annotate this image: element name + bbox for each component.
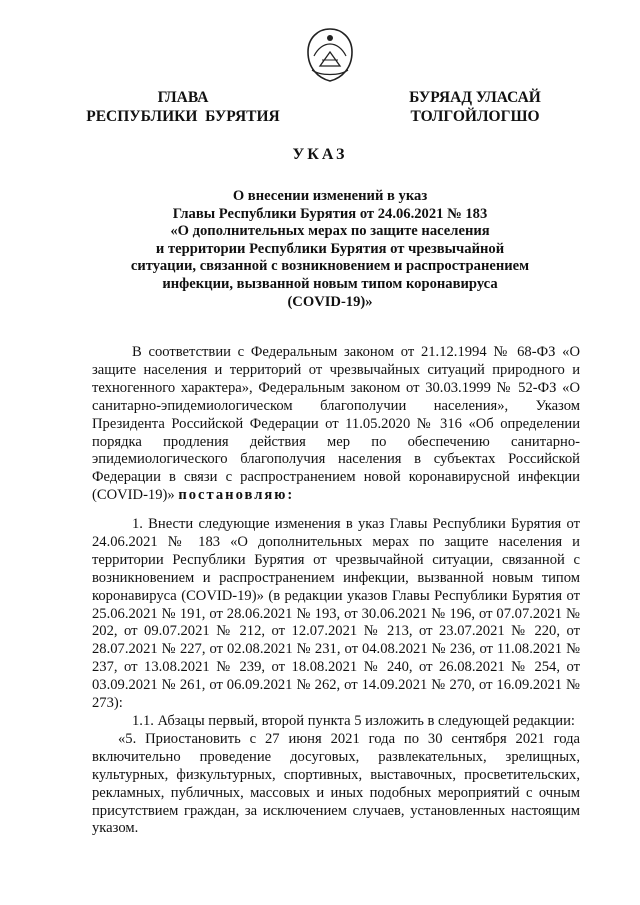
header-right — [390, 88, 560, 126]
preamble-paragraph — [92, 344, 580, 505]
coat-of-arms-emblem — [300, 26, 360, 84]
subject-line: «О дополнительных мерах по защите населения — [170, 223, 490, 240]
header-right-line2: ТОЛГОЙЛОГШО — [410, 108, 540, 125]
item-1-paragraph: 1. Внести следующие изменения в указ Главы Республики Бурятия от 24.06.2021 № 183 «О дополнительных мерах по защите населения и территории Республики Бурятия от чрезвычайной ситуации, связанной с возникновением и распространением инфекции, вызванной новым типом коронавируса (COVID-19)» (в редакции указов Главы Республики Бурятия от 25.06.2021 № 191, от 28.06.2021 № 193, от 30.06.2021 № 196, от 07.07.2021 № 202, от 09.07.2021 № 212, от 12.07.2021 № 213, от 23.07.2021 № 220, от 28.07.2021 № 227, от 02.08.2021 № 231, от 04.08.2021 № 236, от 11.08.2021 № 237, от 13.08.2021 № 239, от 18.08.2021 № 240, от 26.08.2021 № 254, от 03.09.2021 № 261, от 06.09.2021 № 262, от 14.09.2021 № 270, от 16.09.2021 № 273): — [92, 516, 580, 712]
header-left — [78, 88, 288, 126]
subject-line: инфекции, вызванной новым типом коронавируса — [162, 275, 498, 292]
subject-line: О внесении изменений в указ — [232, 188, 428, 204]
item-1-1-paragraph: 1.1. Абзацы первый, второй пункта 5 изложить в следующей редакции: — [132, 712, 575, 729]
document-subject — [110, 188, 550, 311]
header-left-line1: ГЛАВА — [157, 89, 209, 106]
header-left-line2: РЕСПУБЛИКИ БУРЯТИЯ — [86, 108, 280, 125]
document-title: УКАЗ — [292, 146, 348, 163]
subject-line: и территории Республики Бурятия от чрезвычайной — [155, 240, 505, 257]
header-right-line1: БУРЯАД УЛАСАЙ — [409, 89, 541, 106]
subject-line: Главы Республики Бурятия от 24.06.2021 № 183 — [172, 205, 488, 222]
preamble-text: В соответствии с Федеральным законом от 21.12.1994 № 68-ФЗ «О защите населения и территорий от чрезвычайных ситуаций природного и техногенного характера», Федеральным законом от 30.03.1999 № 52-ФЗ «О санитарно-эпидемиологическом благополучии населения», Указом Президента Российской Федерации от 11.05.2020 № 316 «Об определении порядка продления действия мер по обеспечению санитарно-эпидемиологического благополучия населения в субъектах Российской Федерации в связи с распространением новой коронавирусной инфекции (COVID-19)» — [92, 344, 580, 504]
subject-line: ситуации, связанной с возникновением и распространением — [130, 258, 530, 275]
subject-line: (COVID-19)» — [287, 293, 373, 310]
decree-items — [92, 516, 580, 838]
item-5-quote-paragraph: «5. Приостановить с 27 июня 2021 года по 30 сентября 2021 года включительно проведение досуговых, развлекательных, зрелищных, культурных, физкультурных, спортивных, выставочных, просветительских, рекламных, публичных, массовых и иных подобных мероприятий с очным присутствием граждан, за исключением случаев, установленных настоящим указом. — [92, 730, 580, 837]
preamble-keyword: постановляю: — [178, 487, 295, 504]
